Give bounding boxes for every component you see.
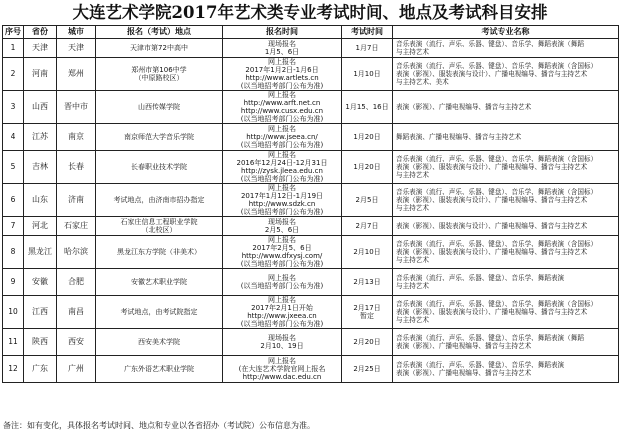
row-exam-time-line: 1月15、16日	[345, 103, 389, 111]
page-title: 大连艺术学院2017年艺术类专业考试时间、地点及考试科目安排	[72, 3, 548, 22]
row-signup-time-line: http://www.jxeea.cn	[247, 312, 317, 320]
row-city: 天津	[57, 39, 96, 58]
table-row	[3, 39, 619, 58]
row-exam-time	[342, 91, 393, 124]
row-venue-line: 天津市第72中高中	[130, 44, 188, 52]
row-signup-time-line: 现场报名	[268, 334, 296, 342]
row-venue	[96, 91, 223, 124]
row-province: 陕西	[24, 329, 57, 356]
row-exam-time	[342, 184, 393, 217]
header-subjects: 考试专业名称	[393, 26, 619, 39]
row-subjects-line: 音乐表演（流行、声乐、乐器、键盘）、音乐学、舞蹈表演（舞蹈	[396, 40, 584, 48]
row-venue	[96, 184, 223, 217]
row-signup-time-line: http://www.dfxysj.com/	[241, 252, 323, 260]
row-signup-time-line: 现场报名	[268, 40, 296, 48]
row-subjects-line: 表演（影视）、服装表演与设计）、广播电视编导、播音与主持艺术	[396, 70, 588, 78]
row-signup-time	[223, 296, 342, 329]
header-seq: 序号	[3, 26, 24, 39]
row-province: 江苏	[24, 124, 57, 151]
row-venue	[96, 329, 223, 356]
row-city: 郑州	[57, 58, 96, 91]
table-row	[3, 58, 619, 91]
row-subjects-line: 与主持艺术、美术	[396, 78, 449, 86]
row-province: 吉林	[24, 151, 57, 184]
row-province: 广东	[24, 356, 57, 383]
row-exam-time-line: 1月20日	[353, 163, 381, 171]
row-exam-time-line: 暂定	[360, 312, 374, 320]
row-signup-time-line: 网上报名	[268, 357, 296, 365]
row-province: 河北	[24, 217, 57, 236]
row-seq: 5	[3, 151, 24, 184]
row-signup-time-line: 2月10、19日	[260, 342, 304, 350]
row-seq: 7	[3, 217, 24, 236]
row-venue-line: 广东外语艺术职业学院	[124, 365, 194, 373]
row-exam-time	[342, 356, 393, 383]
row-exam-time-line: 2月7日	[355, 222, 379, 230]
row-seq: 2	[3, 58, 24, 91]
row-signup-time-line: 1月5、6日	[264, 48, 300, 56]
row-city: 晋中市	[57, 91, 96, 124]
row-subjects-line: 表演（影视）、广播电视编导、播音与主持艺术	[396, 103, 532, 111]
row-signup-time-line: 网上报名	[268, 151, 296, 159]
row-exam-time-line: 2月25日	[353, 365, 381, 373]
row-subjects	[393, 329, 619, 356]
row-signup-time-line: (以当地招考部门公布为准)	[240, 141, 324, 149]
row-subjects-line: 表演（影视）、广播电视编导、播音与主持艺术	[396, 369, 532, 377]
row-subjects-line: 音乐表演（流行、声乐、乐器、键盘）、音乐学、舞蹈表演（含国标）	[396, 62, 598, 70]
table-row	[3, 184, 619, 217]
schedule-table	[2, 25, 619, 383]
row-subjects	[393, 236, 619, 269]
table-row	[3, 124, 619, 151]
row-signup-time-line: 2016年12月24日-12月31日	[236, 159, 328, 167]
row-seq: 1	[3, 39, 24, 58]
row-venue-line: 考试地点，由考试院指定	[120, 308, 198, 316]
row-venue-line: 安徽艺术职业学院	[131, 278, 187, 286]
row-seq: 4	[3, 124, 24, 151]
row-venue-line: 长春职业技术学院	[131, 163, 187, 171]
row-subjects-line: 音乐表演（流行、声乐、乐器、键盘）、音乐学、舞蹈表演	[396, 274, 565, 282]
row-signup-time	[223, 269, 342, 296]
row-exam-time-line: 1月20日	[353, 133, 381, 141]
row-subjects-line: 表演（影视）、服装表演与设计）、广播电视编导、播音与主持艺术	[396, 163, 588, 171]
row-province: 河南	[24, 58, 57, 91]
row-city: 长春	[57, 151, 96, 184]
row-exam-time-line: 2月10日	[353, 248, 381, 256]
row-subjects-line: 表演（影视）、服装表演与设计）、广播电视编导、播音与主持艺术	[396, 308, 588, 316]
row-venue-line: （中原路校区）	[134, 74, 184, 82]
row-exam-time	[342, 236, 393, 269]
row-signup-time-line: 现场报名	[268, 218, 296, 226]
row-subjects-line: 与主持艺术	[396, 256, 429, 264]
row-subjects	[393, 39, 619, 58]
row-signup-time-line: 网上报名	[268, 296, 296, 304]
row-signup-time-line: (以当地招考部门公布为准)	[240, 115, 324, 123]
row-signup-time-line: 网上报名	[268, 274, 296, 282]
table-row	[3, 296, 619, 329]
row-subjects	[393, 356, 619, 383]
row-venue-line: 南京师范大学音乐学院	[124, 133, 194, 141]
row-subjects	[393, 151, 619, 184]
row-exam-time	[342, 124, 393, 151]
row-signup-time-line: (以当地招考部门公布为准)	[240, 320, 324, 328]
table-row	[3, 151, 619, 184]
row-signup-time	[223, 124, 342, 151]
row-subjects	[393, 217, 619, 236]
row-exam-time	[342, 269, 393, 296]
row-seq: 9	[3, 269, 24, 296]
row-exam-time	[342, 151, 393, 184]
row-exam-time-line: 2月17日	[353, 304, 381, 312]
row-exam-time-line: 1月7日	[355, 44, 379, 52]
row-subjects	[393, 58, 619, 91]
row-venue	[96, 356, 223, 383]
row-signup-time-line: 网上报名	[268, 91, 296, 99]
table-header-row	[3, 26, 619, 39]
row-signup-time-line: 2017年1月12日-1月19日	[240, 192, 324, 200]
row-signup-time-line: 网上报名	[268, 236, 296, 244]
row-exam-time	[342, 39, 393, 58]
row-seq: 8	[3, 236, 24, 269]
row-venue	[96, 124, 223, 151]
row-exam-time	[342, 58, 393, 91]
row-province: 山西	[24, 91, 57, 124]
row-venue-line: 石家庄信息工程职业学院	[120, 218, 198, 226]
row-province: 安徽	[24, 269, 57, 296]
row-subjects	[393, 91, 619, 124]
row-city: 南京	[57, 124, 96, 151]
row-city: 石家庄	[57, 217, 96, 236]
row-signup-time-line: (以当地招考部门公布为准)	[240, 208, 324, 216]
row-signup-time-line: 2017年1月2日-1月6日	[245, 66, 319, 74]
footnote: 备注：如有变化，具体报名考试时间、地点和专业以各省招办（考试院）公布信息为准。	[3, 421, 315, 430]
row-venue	[96, 236, 223, 269]
row-exam-time-line: 1月10日	[353, 70, 381, 78]
table-body	[3, 39, 619, 383]
row-subjects-line: 舞蹈表演、广播电视编导、播音与主持艺术	[396, 133, 522, 141]
table-row	[3, 269, 619, 296]
table-row	[3, 91, 619, 124]
row-signup-time-line: (以当地招考部门公布为准)	[240, 175, 324, 183]
row-city: 哈尔滨	[57, 236, 96, 269]
row-subjects-line: 与主持艺术	[396, 316, 429, 324]
row-city: 南昌	[57, 296, 96, 329]
table-row	[3, 236, 619, 269]
row-city: 广州	[57, 356, 96, 383]
row-seq: 3	[3, 91, 24, 124]
header-province: 省份	[24, 26, 57, 39]
table-row	[3, 329, 619, 356]
header-exam-time: 考试时间	[342, 26, 393, 39]
row-signup-time-line: (以当地招考部门公布为准)	[240, 260, 324, 268]
row-venue	[96, 39, 223, 58]
row-venue	[96, 151, 223, 184]
row-exam-time	[342, 217, 393, 236]
row-subjects-line: 表演（影视）、广播电视编导、播音与主持艺术	[396, 342, 532, 350]
row-subjects-line: 音乐表演（流行、声乐、乐器、键盘）、音乐学、舞蹈表演（含国标）	[396, 240, 598, 248]
row-venue-line: 郑州市第106中学	[131, 66, 187, 74]
row-exam-time	[342, 329, 393, 356]
row-city: 西安	[57, 329, 96, 356]
row-signup-time-line: http://www.dac.edu.cn	[242, 373, 322, 381]
row-signup-time	[223, 39, 342, 58]
row-signup-time	[223, 329, 342, 356]
row-signup-time-line: 网上报名	[268, 58, 296, 66]
row-exam-time	[342, 296, 393, 329]
row-exam-time-line: 2月13日	[353, 278, 381, 286]
row-province: 黑龙江	[24, 236, 57, 269]
row-seq: 12	[3, 356, 24, 383]
table-row	[3, 356, 619, 383]
row-signup-time	[223, 151, 342, 184]
row-province: 山东	[24, 184, 57, 217]
row-seq: 11	[3, 329, 24, 356]
row-signup-time-line: http://www.artlets.cn	[245, 74, 319, 82]
header-city: 城市	[57, 26, 96, 39]
row-venue	[96, 217, 223, 236]
row-venue-line: 黑龙江东方学院（非美术）	[117, 248, 201, 256]
row-seq: 10	[3, 296, 24, 329]
row-subjects-line: 音乐表演（流行、声乐、乐器、键盘）、音乐学、舞蹈表演（含国标）	[396, 300, 598, 308]
row-signup-time	[223, 356, 342, 383]
row-venue	[96, 269, 223, 296]
row-subjects-line: 与主持艺术	[396, 171, 429, 179]
row-venue-line: 西安美术学院	[138, 338, 180, 346]
row-subjects-line: 音乐表演（流行、声乐、乐器、键盘）、音乐学、舞蹈表演	[396, 361, 565, 369]
row-subjects-line: 音乐表演（流行、声乐、乐器、键盘）、音乐学、舞蹈表演（含国标）	[396, 155, 598, 163]
row-city: 济南	[57, 184, 96, 217]
row-signup-time-line: 2月5、6日	[264, 226, 300, 234]
row-subjects	[393, 124, 619, 151]
row-signup-time-line: http://www.sdzk.cn	[248, 200, 316, 208]
row-signup-time-line: http://www.jseea.cn/	[246, 133, 318, 141]
row-venue-line: 考试地点，由济南市招办指定	[113, 196, 205, 204]
row-exam-time-line: 2月5日	[355, 196, 379, 204]
row-venue	[96, 296, 223, 329]
row-signup-time-line: 网上报名	[268, 125, 296, 133]
row-signup-time-line: (在大连艺术学院官网上报名	[238, 365, 326, 373]
row-venue	[96, 58, 223, 91]
row-signup-time	[223, 91, 342, 124]
row-signup-time-line: http://www.arft.net.cn	[243, 99, 321, 107]
header-signup-time: 报名时间	[223, 26, 342, 39]
row-subjects-line: 与主持艺术	[396, 282, 429, 290]
row-signup-time-line: (以当地招考部门公布为准)	[240, 82, 324, 90]
row-province: 天津	[24, 39, 57, 58]
header-venue: 报名（考试）地点	[96, 26, 223, 39]
row-signup-time-line: 网上报名	[268, 184, 296, 192]
row-subjects-line: 与主持艺术	[396, 48, 429, 56]
row-signup-time	[223, 184, 342, 217]
row-signup-time-line: http://zysk.jleea.edu.cn	[241, 167, 323, 175]
row-exam-time-line: 2月20日	[353, 338, 381, 346]
row-subjects-line: 表演（影视）、服装表演与设计）、广播电视编导、播音与主持艺术	[396, 222, 588, 230]
table-row	[3, 217, 619, 236]
row-subjects	[393, 296, 619, 329]
row-signup-time-line: http://www.cusx.edu.cn	[240, 107, 324, 115]
row-venue-line: （北校区）	[141, 226, 177, 234]
row-subjects	[393, 184, 619, 217]
row-signup-time-line: (以当地招考部门公布为准)	[240, 282, 324, 290]
row-subjects-line: 与主持艺术	[396, 204, 429, 212]
row-city: 合肥	[57, 269, 96, 296]
row-venue-line: 山西传媒学院	[138, 103, 180, 111]
row-province: 江西	[24, 296, 57, 329]
row-subjects-line: 音乐表演（流行、声乐、乐器、键盘）、音乐学、舞蹈表演（含国标）	[396, 188, 598, 196]
row-signup-time-line: 2017年2月1日开始	[251, 304, 313, 312]
row-signup-time	[223, 58, 342, 91]
row-signup-time	[223, 217, 342, 236]
row-signup-time	[223, 236, 342, 269]
row-subjects-line: 表演（影视）、服装表演与设计）、广播电视编导、播音与主持艺术	[396, 196, 588, 204]
row-signup-time-line: 2017年2月5、6日	[252, 244, 312, 252]
row-subjects-line: 表演（影视）、服装表演与设计）、广播电视编导、播音与主持艺术	[396, 248, 588, 256]
row-subjects	[393, 269, 619, 296]
row-subjects-line: 音乐表演（流行、声乐、乐器、键盘）、音乐学、舞蹈表演（舞蹈	[396, 334, 584, 342]
row-seq: 6	[3, 184, 24, 217]
